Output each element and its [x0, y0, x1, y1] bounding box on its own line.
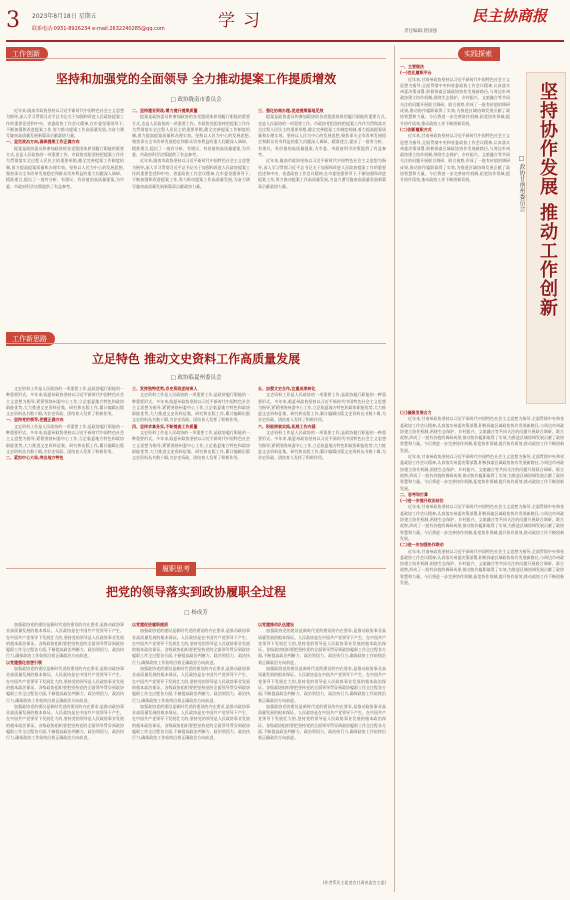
sidebar-subhead-7: (二)进一步加强协作联动: [400, 542, 444, 548]
article1-subhead-2: 二、坚持建言资政,着力提升提案质量: [132, 108, 198, 113]
article1-column-1: [6, 108, 124, 324]
sidebar-paragraph: 近年来,甘南州政协坚持以习近平新时代中国特色社会主义思想为指导,全面贯彻中央和省委政协工作会议精神,认真落实州委决策部署,积极探索区域政协协作发展新路径,与周边市州政协建立协作机制,围绕生态保护、乡村振兴、文旅融合等共同关注的问题开展联合调研、联合视察,形成了一批有价值的调研成果,推动协作履职取得了实效,为推进区域协调发展贡献了政协智慧和力量。今后将进一步完善协作机制,拓宽协作领域,提升协作质效,推动政协工作不断创新发展。: [400, 548, 564, 586]
article3-paragraph: 加强政协党的建设是新时代党的建设的内在要求,是推动政协事业高质量发展的根本保证。人民政协是在中国共产党领导下产生、在中国共产党领导下发展壮大的,坚持党的领导是人民政协事业发展的根本政治保证。各级政协组织要把坚持党的全面领导贯穿到政协履职工作全过程各方面,不断提高政治判断力、政治领悟力、政治执行力,确保政协工作始终沿着正确政治方向前进。: [6, 666, 124, 703]
article3-paragraph: 加强政协党的建设是新时代党的建设的内在要求,是推动政协事业高质量发展的根本保证。人民政协是在中国共产党领导下产生、在中国共产党领导下发展壮大的,坚持党的领导是人民政协事业发展的根本政治保证。各级政协组织要把坚持党的全面领导贯穿到政协履职工作全过程各方面,不断提高政治判断力、政治领悟力、政治执行力,确保政协工作始终沿着正确政治方向前进。: [258, 628, 386, 665]
sidebar-paragraph: 近年来,甘南州政协坚持以习近平新时代中国特色社会主义思想为指导,全面贯彻中央和省委政协工作会议精神,认真落实州委决策部署,积极探索区域政协协作发展新路径,与周边市州政协建立协作机制,围绕生态保护、乡村振兴、文旅融合等共同关注的问题开展联合调研、联合视察,形成了一批有价值的调研成果,推动协作履职取得了实效,为推进区域协调发展贡献了政协智慧和力量。今后将进一步完善协作机制,拓宽协作领域,提升协作质效,推动政协工作不断创新发展。: [400, 416, 564, 453]
sidebar-subhead-3: (二)创新履职方式: [400, 126, 432, 132]
article2-paragraph: 文史资料工作是人民政协的一项重要工作,是政协履行职能的一种重要形式。多年来,临夏州政协坚持以习近平新时代中国特色社会主义思想为指导,紧紧围绕州委中心工作,立足临夏地方特色和政协职能优势,大力推进文史资料征集、研究和出版工作,累计编辑出版文史资料丛书数十辑,为存史资政、团结育人发挥了积极作用。: [132, 392, 250, 423]
contact-info: 联系电话:0931-8926234 e-mail:2632240285@qq.com: [32, 26, 165, 32]
article3-footnote: (作者系民主促进会甘肃省委会主委): [322, 880, 386, 885]
article3-paragraph: 加强政协党的建设是新时代党的建设的内在要求,是推动政协事业高质量发展的根本保证。人民政协是在中国共产党领导下产生、在中国共产党领导下发展壮大的,坚持党的领导是人民政协事业发展的根本政治保证。各级政协组织要把坚持党的全面领导贯穿到政协履职工作全过程各方面,不断提高政治判断力、政治领悟力、政治执行力,确保政协工作始终沿着正确政治方向前进。: [258, 703, 386, 741]
article3-paragraph: 加强政协党的建设是新时代党的建设的内在要求,是推动政协事业高质量发展的根本保证。人民政协是在中国共产党领导下产生、在中国共产党领导下发展壮大的,坚持党的领导是人民政协事业发展的根本政治保证。各级政协组织要把坚持党的全面领导贯穿到政协履职工作全过程各方面,不断提高政治判断力、政治领悟力、政治执行力,确保政协工作始终沿着正确政治方向前进。: [132, 628, 250, 665]
sidebar-paragraph: 近年来,甘南州政协坚持以习近平新时代中国特色社会主义思想为指导,全面贯彻中央和省委政协工作会议精神,认真落实州委决策部署,积极探索区域政协协作发展新路径,与周边市州政协建立协作机制,围绕生态保护、乡村振兴、文旅融合等共同关注的问题开展联合调研、联合视察,形成了一批有价值的调研成果,推动协作履职取得了实效,为推进区域协调发展贡献了政协智慧和力量。今后将进一步完善协作机制,拓宽协作领域,提升协作质效,推动政协工作不断创新发展。: [400, 504, 564, 541]
article1-lead-paragraph: 近年来,陇南市政协坚持以习近平新时代中国特色社会主义思想为指导,深入学习贯彻习近平总书记关于加强和改进人民政协提案工作的重要论述和中央、省委政协工作会议精神,在市委坚强领导下,不断加强和改进提案工作,努力推动提案工作高质量发展,为奋力谱写陇南高质量发展新篇章贡献政协力量。: [6, 108, 124, 139]
article3-subhead-1: 以党建强化思想引领: [6, 659, 42, 665]
article1-paragraph: 近年来,陇南市政协坚持以习近平新时代中国特色社会主义思想为指导,深入学习贯彻习近平总书记关于加强和改进人民政协提案工作的重要论述和中央、省委政协工作会议精神,在市委坚强领导下,不断加强和改进提案工作,努力推动提案工作高质量发展,为奋力谱写陇南高质量发展新篇章贡献政协力量。: [258, 158, 386, 189]
article3-headline: 把党的领导落实到政协履职全过程: [105, 585, 286, 599]
article2-column-2: [132, 386, 250, 556]
article2-paragraph: 文史资料工作是人民政协的一项重要工作,是政协履行职能的一种重要形式。多年来,临夏州政协坚持以习近平新时代中国特色社会主义思想为指导,紧紧围绕州委中心工作,立足临夏地方特色和政协职能优势,大力推进文史资料征集、研究和出版工作,累计编辑出版文史资料丛书数十辑,为存史资政、团结育人发挥了积极作用。: [132, 430, 250, 461]
article3-section-tag: 履职思考: [156, 562, 196, 576]
sidebar-section-tag: 实践探索: [458, 47, 500, 61]
sidebar-subhead-4: (三)凝聚发展合力: [400, 410, 432, 415]
article1-paragraph: 近年来,陇南市政协坚持以习近平新时代中国特色社会主义思想为指导,深入学习贯彻习近平总书记关于加强和改进人民政协提案工作的重要论述和中央、省委政协工作会议精神,在市委坚强领导下,不断加强和改进提案工作,努力推动提案工作高质量发展,为奋力谱写陇南高质量发展新篇章贡献政协力量。: [132, 158, 250, 189]
article3-author-note: [258, 880, 386, 888]
article3-paragraph: 加强政协党的建设是新时代党的建设的内在要求,是推动政协事业高质量发展的根本保证。人民政协是在中国共产党领导下产生、在中国共产党领导下发展壮大的,坚持党的领导是人民政协事业发展的根本政治保证。各级政协组织要把坚持党的全面领导贯穿到政协履职工作全过程各方面,不断提高政治判断力、政治领悟力、政治执行力,确保政协工作始终沿着正确政治方向前进。: [132, 703, 250, 741]
sidebar-column-bottom: [400, 410, 564, 884]
article3-subhead-2: 以党建促进履职提质: [132, 622, 168, 627]
article1-tag-rule: [6, 58, 386, 59]
article3-column-3: [258, 622, 386, 876]
article1-section-tag: 工作创新: [6, 47, 48, 61]
sidebar-paragraph: 近年来,甘南州政协坚持以习近平新时代中国特色社会主义思想为指导,全面贯彻中央和省委政协工作会议精神,认真落实州委决策部署,积极探索区域政协协作发展新路径,与周边市州政协建立协作机制,围绕生态保护、乡村振兴、文旅融合等共同关注的问题开展联合调研、联合视察,形成了一批有价值的调研成果,推动协作履职取得了实效,为推进区域协调发展贡献了政协智慧和力量。今后将进一步完善协作机制,拓宽协作领域,提升协作质效,推动政协工作不断创新发展。: [400, 133, 510, 183]
article2-paragraph: 文史资料工作是人民政协的一项重要工作,是政协履行职能的一种重要形式。多年来,临夏州政协坚持以习近平新时代中国特色社会主义思想为指导,紧紧围绕州委中心工作,立足临夏地方特色和政协职能优势,大力推进文史资料征集、研究和出版工作,累计编辑出版文史资料丛书数十辑,为存史资政、团结育人发挥了积极作用。: [6, 423, 124, 454]
sidebar-paragraph: 近年来,甘南州政协坚持以习近平新时代中国特色社会主义思想为指导,全面贯彻中央和省委政协工作会议精神,认真落实州委决策部署,积极探索区域政协协作发展新路径,与周边市州政协建立协作机制,围绕生态保护、乡村振兴、文旅融合等共同关注的问题开展联合调研、联合视察,形成了一批有价值的调研成果,推动协作履职取得了实效,为推进区域协调发展贡献了政协智慧和力量。今后将进一步完善协作机制,拓宽协作领域,提升协作质效,推动政协工作不断创新发展。: [400, 76, 510, 126]
article2-lead-paragraph: 文史资料工作是人民政协的一项重要工作,是政协履行职能的一种重要形式。多年来,临夏州政协坚持以习近平新时代中国特色社会主义思想为指导,紧紧围绕州委中心工作,立足临夏地方特色和政协职能优势,大力推进文史资料征集、研究和出版工作,累计编辑出版文史资料丛书数十辑,为存史资政、团结育人发挥了积极作用。: [6, 386, 124, 417]
sidebar-column-top: [400, 64, 510, 404]
section-title: 学习: [218, 11, 268, 31]
article3-paragraph: 加强政协党的建设是新时代党的建设的内在要求,是推动政协事业高质量发展的根本保证。人民政协是在中国共产党领导下产生、在中国共产党领导下发展壮大的,坚持党的领导是人民政协事业发展的根本政治保证。各级政协组织要把坚持党的全面领导贯穿到政协履职工作全过程各方面,不断提高政治判断力、政治领悟力、政治执行力,确保政协工作始终沿着正确政治方向前进。: [6, 703, 124, 741]
article1-column-3: [258, 108, 386, 324]
sidebar-subhead-5: 二、思考和打算: [400, 491, 428, 497]
article2-subhead-6: 六、积极探索实践,拓展工作内涵: [258, 423, 316, 429]
article1-column-2: [132, 108, 250, 324]
article2-section-tag: 工作新思路: [6, 332, 55, 346]
article3-subhead-3: 以党建推动队伍建设: [258, 622, 294, 627]
article2-byline: □ 政协临夏州委员会: [170, 375, 222, 381]
article3-rule-left: [6, 568, 386, 569]
sidebar-subhead-2: (一)优化履职平台: [400, 70, 432, 76]
header-rule: [6, 40, 564, 42]
responsible-editor: 责任编辑:唐国强: [404, 29, 438, 34]
article1-paragraph: 提案是政协委员和参加政协的各党派团体界别履行职能的重要方式,也是人民政协的一项重要工作。市政协党组坚持把提案工作作为贯彻落实全过程人民民主的重要举措,健全完善提案工作制度机制,着力提高提案质量和办理实效。坚持以人民为中心的发展思想,聚焦事关全市改革发展稳定和群众切身利益的重大问题深入调研、精准建言,提出了一批有分析、有建议、有价值的高质量提案,为市委、市政府科学决策提供了有益参考。: [6, 145, 124, 189]
article2-subhead-2: 二、紧扣中心大局,突出地方特色: [6, 455, 64, 461]
newspaper-masthead: 民主协商报: [472, 7, 548, 25]
article2-subhead-3: 三、发挥独特优势,存史资政团结育人: [132, 386, 198, 391]
sidebar-subhead-6: (一)进一步提升政治站位: [400, 498, 444, 504]
article2-column-1: [6, 386, 124, 556]
article2-tag-rule: [6, 343, 386, 344]
page-number: 3: [6, 8, 20, 33]
sidebar-subhead-1: 一、主要做法: [400, 64, 424, 69]
article1-paragraph: 提案是政协委员和参加政协的各党派团体界别履行职能的重要方式,也是人民政协的一项重要工作。市政协党组坚持把提案工作作为贯彻落实全过程人民民主的重要举措,健全完善提案工作制度机制,着力提高提案质量和办理实效。坚持以人民为中心的发展思想,聚焦事关全市改革发展稳定和群众切身利益的重大问题深入调研、精准建言,提出了一批有分析、有建议、有价值的高质量提案,为市委、市政府科学决策提供了有益参考。: [132, 114, 250, 158]
sidebar-paragraph: 近年来,甘南州政协坚持以习近平新时代中国特色社会主义思想为指导,全面贯彻中央和省委政协工作会议精神,认真落实州委决策部署,积极探索区域政协协作发展新路径,与周边市州政协建立协作机制,围绕生态保护、乡村振兴、文旅融合等共同关注的问题开展联合调研、联合视察,形成了一批有价值的调研成果,推动协作履职取得了实效,为推进区域协调发展贡献了政协智慧和力量。今后将进一步完善协作机制,拓宽协作领域,提升协作质效,推动政协工作不断创新发展。: [400, 454, 564, 491]
article2-subhead-5: 五、加强文史合作,注重成果转化: [258, 386, 316, 391]
article3-column-1: [6, 622, 124, 884]
article1-headline: 坚持和加强党的全面领导 全力推动提案工作提质增效: [55, 72, 337, 86]
sidebar-divider: [394, 46, 395, 892]
article3-column-2: [132, 622, 250, 884]
article1-byline: □ 政协陇南市委员会: [170, 97, 222, 103]
article2-paragraph: 文史资料工作是人民政协的一项重要工作,是政协履行职能的一种重要形式。多年来,临夏州政协坚持以习近平新时代中国特色社会主义思想为指导,紧紧围绕州委中心工作,立足临夏地方特色和政协职能优势,大力推进文史资料征集、研究和出版工作,累计编辑出版文史资料丛书数十辑,为存史资政、团结育人发挥了积极作用。: [258, 430, 386, 461]
sidebar-vertical-byline: □ 政协甘南州委员会: [518, 155, 525, 212]
article2-subhead-1: 一、坚持党的领导,把握正确方向: [6, 417, 64, 423]
article2-headline: 立足特色 推动文史资料工作高质量发展: [91, 352, 301, 366]
issue-date: 2023年8月18日 星期五: [32, 13, 97, 20]
article1-subhead-3: 三、强化协商办理,促进提案落地见效: [258, 108, 324, 113]
page-header: [0, 0, 570, 44]
article3-byline: □ 杨成芳: [184, 610, 208, 616]
article3-paragraph: 加强政协党的建设是新时代党的建设的内在要求,是推动政协事业高质量发展的根本保证。人民政协是在中国共产党领导下产生、在中国共产党领导下发展壮大的,坚持党的领导是人民政协事业发展的根本政治保证。各级政协组织要把坚持党的全面领导贯穿到政协履职工作全过程各方面,不断提高政治判断力、政治领悟力、政治执行力,确保政协工作始终沿着正确政治方向前进。: [132, 666, 250, 703]
article2-paragraph: 文史资料工作是人民政协的一项重要工作,是政协履行职能的一种重要形式。多年来,临夏州政协坚持以习近平新时代中国特色社会主义思想为指导,紧紧围绕州委中心工作,立足临夏地方特色和政协职能优势,大力推进文史资料征集、研究和出版工作,累计编辑出版文史资料丛书数十辑,为存史资政、团结育人发挥了积极作用。: [258, 392, 386, 423]
sidebar-vertical-headline: 坚持协作发展 推动工作创新: [537, 82, 558, 318]
article2-column-3: [258, 386, 386, 556]
article2-subhead-4: 四、坚持求真务实,不断提高工作质量: [132, 423, 198, 429]
article3-lead-paragraph: 加强政协党的建设是新时代党的建设的内在要求,是推动政协事业高质量发展的根本保证。人民政协是在中国共产党领导下产生、在中国共产党领导下发展壮大的,坚持党的领导是人民政协事业发展的根本政治保证。各级政协组织要把坚持党的全面领导贯穿到政协履职工作全过程各方面,不断提高政治判断力、政治领悟力、政治执行力,确保政协工作始终沿着正确政治方向前进。: [6, 622, 124, 659]
article1-paragraph: 提案是政协委员和参加政协的各党派团体界别履行职能的重要方式,也是人民政协的一项重要工作。市政协党组坚持把提案工作作为贯彻落实全过程人民民主的重要举措,健全完善提案工作制度机制,着力提高提案质量和办理实效。坚持以人民为中心的发展思想,聚焦事关全市改革发展稳定和群众切身利益的重大问题深入调研、精准建言,提出了一批有分析、有建议、有价值的高质量提案,为市委、市政府科学决策提供了有益参考。: [258, 114, 386, 158]
article3-paragraph: 加强政协党的建设是新时代党的建设的内在要求,是推动政协事业高质量发展的根本保证。人民政协是在中国共产党领导下产生、在中国共产党领导下发展壮大的,坚持党的领导是人民政协事业发展的根本政治保证。各级政协组织要把坚持党的全面领导贯穿到政协履职工作全过程各方面,不断提高政治判断力、政治领悟力、政治执行力,确保政协工作始终沿着正确政治方向前进。: [258, 666, 386, 703]
sidebar-tag-rule: [400, 58, 458, 59]
article1-subhead-1: 一、坚定政治方向,确保提案工作正确方向: [6, 139, 80, 145]
